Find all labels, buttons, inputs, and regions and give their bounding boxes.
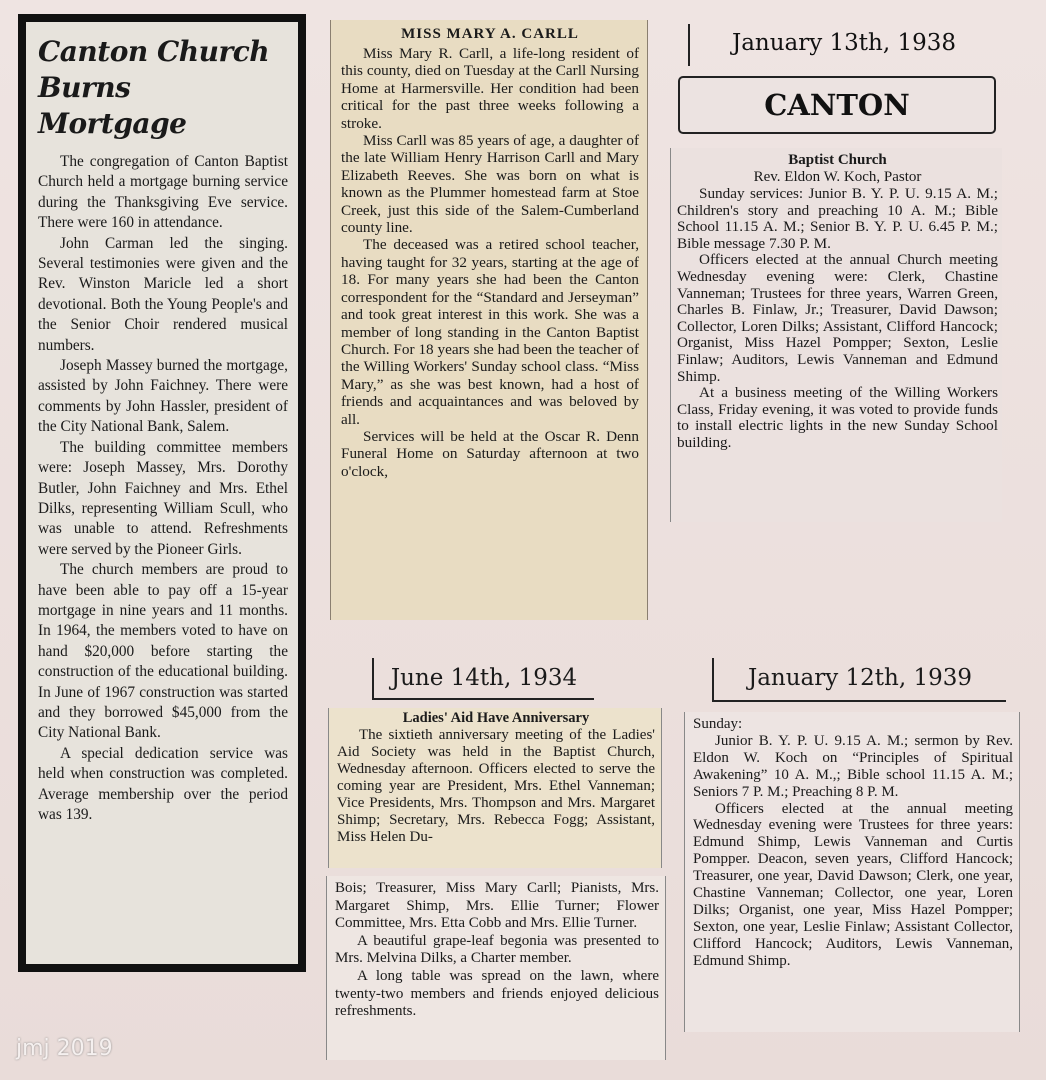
january-1939-clipping [684, 712, 1020, 1032]
mortgage-paragraph: John Carman led the singing. Several testimonies were given and the Rev. Winston Maricle led a short devotional. Both the Young People's and the Senior Choir rendered musical numbers. [38, 234, 288, 354]
pastor-line: Rev. Eldon W. Koch, Pastor [753, 169, 922, 185]
canton-masthead: CANTON [678, 76, 996, 134]
date-label-1934: June 14th, 1934 [372, 658, 594, 700]
mortgage-article-body [26, 22, 298, 964]
obituary-paragraph: Miss Carll was 85 years of age, a daughter of the late William Henry Harrison Carll and Mary Elizabeth Reeves. She was born on what is known as the Plummer homestead farm at Stoe Creek, just this side of the Salem-Cumberland county line. [341, 132, 639, 237]
january-1939-paragraph: Officers elected at the annual meeting Wednesday evening were Trustees for three years: Edmund Shimp, Lewis Vanneman and Curtis Pompper. Deacon, seven years, Clifford Hancock; Treasurer, one year, David Dawson; Clerk, one year, Chastine Vanneman; Collector, one year, Loren Dilks; Organist, one year, Miss Hazel Pompper; Sexton, one year, Leslie Finlaw; Assistant Collector, Clifford Hancock; Auditors, Lewis Vanneman, Edmund Shimp. [693, 800, 1013, 969]
canton-1938-paragraph: At a business meeting of the Willing Workers Class, Friday evening, it was voted to provide funds to install electric lights in the new Sunday School building. [677, 384, 998, 451]
section-heading: Baptist Church [788, 152, 887, 168]
mortgage-paragraph: The building committee members were: Joseph Massey, Mrs. Dorothy Butler, John Faichney and Mrs. Ethel Dilks, representing William Scull, who was unable to attend. Refreshments were served by the Pioneer Girls. [38, 438, 288, 558]
ladies-aid-paragraph: Bois; Treasurer, Miss Mary Carll; Pianists, Mrs. Margaret Shimp, Mrs. Ellie Turner; Flower Committee, Mrs. Etta Cobb and Mrs. Ellie Turner. [335, 880, 659, 932]
ladies-aid-clipping-part2 [326, 876, 666, 1060]
headline-line-2: Burns Mortgage [38, 71, 187, 140]
headline-line-1: Canton Church [38, 35, 270, 68]
canton-1938-clipping [670, 148, 1002, 522]
mortgage-paragraph: Joseph Massey burned the mortgage, assisted by John Faichney. There were comments by John Hassler, president of the City National Bank, Salem. [38, 357, 288, 436]
january-1939-paragraph: Junior B. Y. P. U. 9.15 A. M.; sermon by Rev. Eldon W. Koch on “Principles of Spiritual Awakening” 10 A. M.,; Bible school 11.15 A. M.; Seniors 7 P. M.; Preaching 8 P. M. [693, 732, 1013, 800]
obituary-paragraph: Miss Mary R. Carll, a life-long resident of this county, died on Tuesday at the Carll Nursing Home at Harmersville. Her condition had been critical for the past three weeks following a stroke. [341, 45, 639, 132]
obituary-clipping [330, 20, 648, 620]
mortgage-paragraph: A special dedication service was held when construction was completed. Average membership over the period was 139. [38, 744, 288, 823]
obituary-paragraph: Services will be held at the Oscar R. Denn Funeral Home on Saturday afternoon at two o'clock, [341, 427, 639, 480]
mortgage-paragraph: The church members are proud to have been able to pay off a 15-year mortgage in nine years and 11 months. In 1964, the members voted to have on hand $20,000 before starting the construction of the educational building. In June of 1967 construction was started and they borrowed $45,000 from the City National Bank. [38, 561, 288, 742]
date-label-1938: January 13th, 1938 [688, 24, 998, 66]
ladies-aid-clipping-part1 [328, 708, 662, 868]
mortgage-article-clipping [18, 14, 306, 972]
canton-1938-paragraph: Officers elected at the annual Church meeting Wednesday evening were: Clerk, Chastine Vanneman; Trustees for three years, Warren Green, Charles B. Finlaw, Jr.; Treasurer, David Dawson; Collector, Loren Dilks; Assistant, Clifford Hancock; Organist, Miss Hazel Pompper; Sexton, Leslie Finlaw; Auditors, Lewis Vanneman and Edmund Shimp. [677, 251, 998, 385]
mortgage-headline [38, 34, 288, 142]
obituary-title: MISS MARY A. CARLL [401, 26, 579, 42]
mortgage-paragraph: The congregation of Canton Baptist Church held a mortgage burning service during the Thanksgiving Eve service. There were 160 in attendance. [38, 153, 288, 232]
watermark: jmj 2019 [16, 1036, 113, 1061]
canton-1938-paragraph: Sunday services: Junior B. Y. P. U. 9.15 A. M.; Children's story and preaching 10 A. M.; Bible School 11.15 A. M.; Senior B. Y. P. U. 6.45 P. M.; Bible message 7.30 P. M. [677, 185, 998, 252]
ladies-aid-paragraph: The sixtieth anniversary meeting of the Ladies' Aid Society was held in the Baptist Church, Wednesday afternoon. Officers elected to serve the coming year are President, Mrs. Ethel Vanneman; Vice Presidents, Mrs. Thompson and Mrs. Margaret Shimp; Secretary, Mrs. Rebecca Fogg; Assistant, Miss Helen Du- [337, 727, 655, 845]
sunday-lead: Sunday: [693, 716, 743, 732]
ladies-aid-paragraph: A long table was spread on the lawn, where twenty-two members and friends enjoyed delicious refreshments. [335, 967, 659, 1020]
obituary-paragraph: The deceased was a retired school teacher, having taught for 32 years, starting at the age of 18. For many years she had been the Canton correspondent for the “Standard and Jerseyman” and took great interest in this work. She was a member of long standing in the Canton Baptist Church. For 18 years she had been the teacher of the Willing Workers' Sunday school class. “Miss Mary,” as she was best known, had a host of friends and acquaintances and was beloved by all. [341, 236, 639, 428]
date-label-1939: January 12th, 1939 [712, 658, 1006, 702]
ladies-aid-paragraph: A beautiful grape-leaf begonia was presented to Mrs. Melvina Dilks, a Charter member. [335, 932, 659, 967]
ladies-aid-heading: Ladies' Aid Have Anniversary [402, 710, 590, 726]
